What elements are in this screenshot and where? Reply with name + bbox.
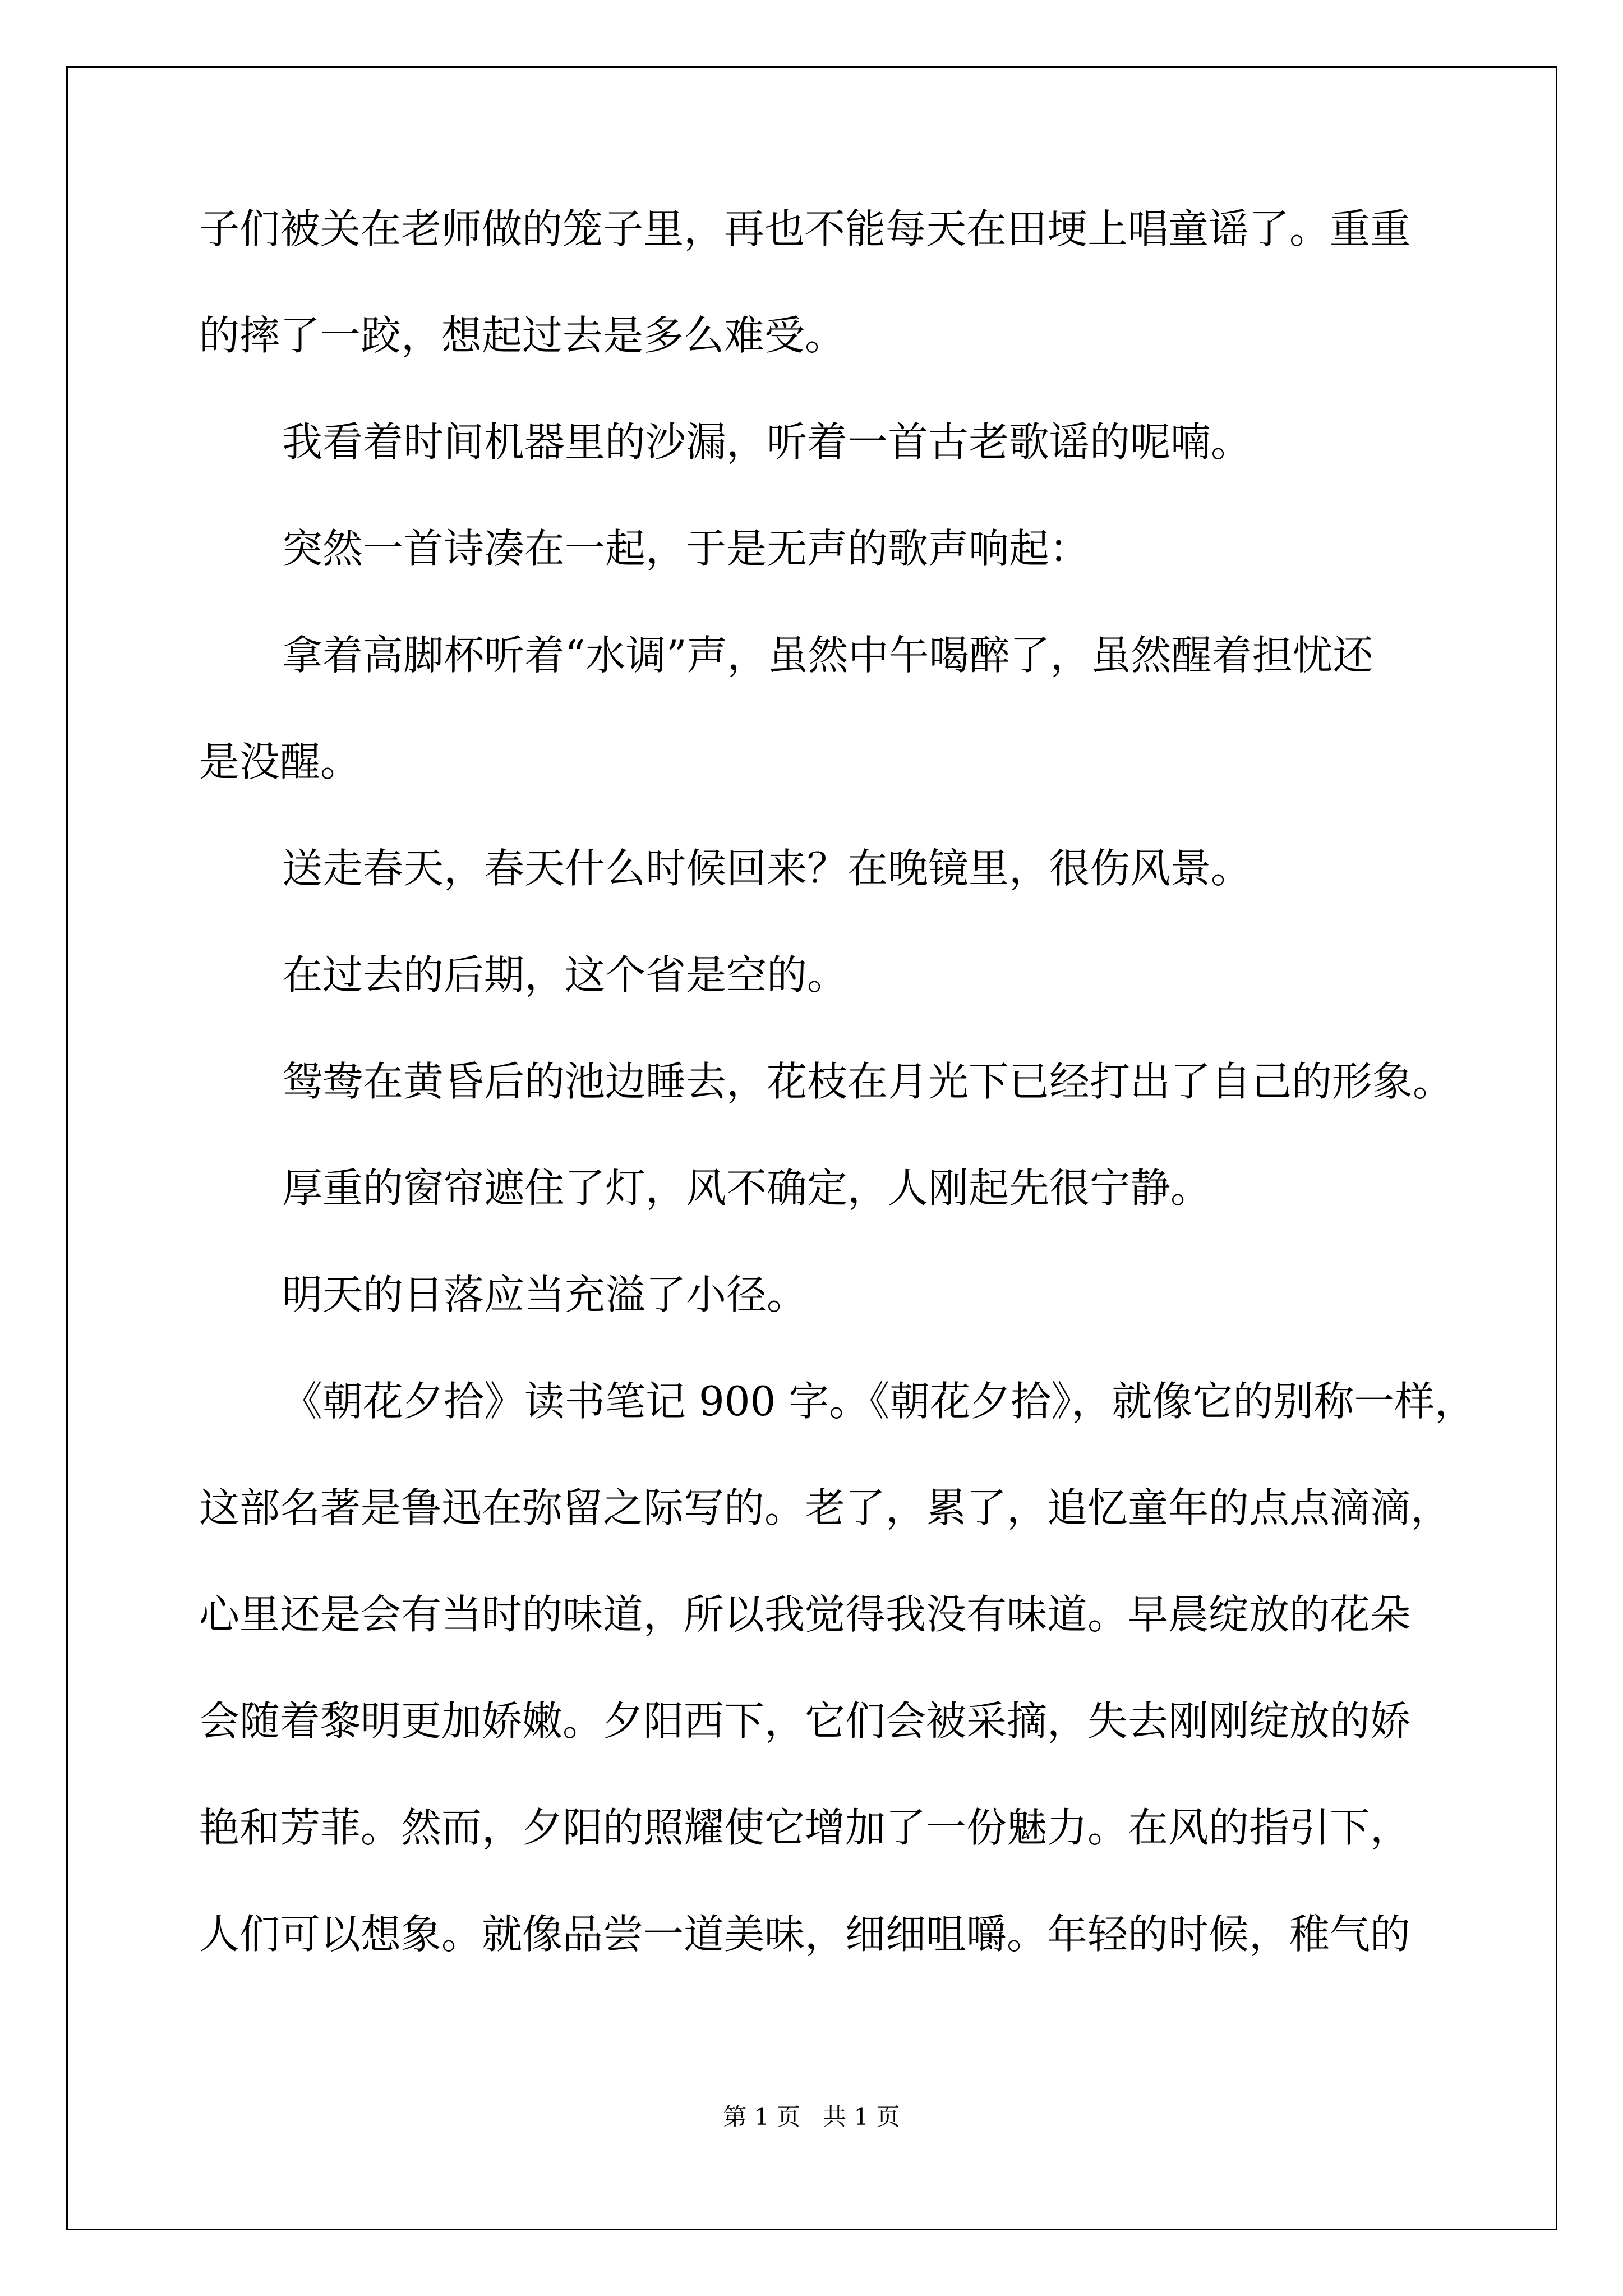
text-line: 在过去的后期，这个省是空的。 — [282, 951, 848, 999]
text-line: 会随着黎明更加娇嫩。夕阳西下，它们会被采摘，失去刚刚绽放的娇 — [199, 1697, 1411, 1745]
text-line: 《朝花夕拾》读书笔记 900 字。《朝花夕拾》，就像它的别称一样， — [282, 1378, 1476, 1425]
page-border — [66, 66, 1557, 2230]
text-line: 拿着高脚杯听着“水调”声，虽然中午喝醉了，虽然醒着担忧还 — [282, 632, 1373, 679]
text-line: 是没醒。 — [199, 738, 361, 785]
text-line: 送走春天，春天什么时候回来？在晚镜里，很伤风景。 — [282, 845, 1252, 892]
text-line: 艳和芳菲。然而，夕阳的照耀使它增加了一份魅力。在风的指引下， — [199, 1804, 1411, 1851]
text-line: 突然一首诗凑在一起，于是无声的歌声响起： — [282, 525, 1090, 572]
text-line: 子们被关在老师做的笼子里，再也不能每天在田埂上唱童谣了。重重 — [199, 205, 1411, 252]
text-line: 的摔了一跤，想起过去是多么难受。 — [199, 312, 846, 359]
text-line: 心里还是会有当时的味道，所以我觉得我没有味道。早晨绽放的花朵 — [199, 1591, 1411, 1638]
text-line: 这部名著是鲁迅在弥留之际写的。老了，累了，追忆童年的点点滴滴， — [199, 1484, 1451, 1531]
text-line: 鸳鸯在黄昏后的池边睡去，花枝在月光下已经打出了自己的形象。 — [282, 1058, 1454, 1105]
text-line: 人们可以想象。就像品尝一道美味，细细咀嚼。年轻的时候，稚气的 — [199, 1911, 1411, 1958]
text-line: 厚重的窗帘遮住了灯，风不确定，人刚起先很宁静。 — [282, 1165, 1211, 1212]
text-line: 明天的日落应当充溢了小径。 — [282, 1271, 808, 1318]
page-footer: 第 1 页 共 1 页 — [723, 2103, 900, 2131]
text-line: 我看着时间机器里的沙漏，听着一首古老歌谣的呢喃。 — [282, 418, 1252, 466]
